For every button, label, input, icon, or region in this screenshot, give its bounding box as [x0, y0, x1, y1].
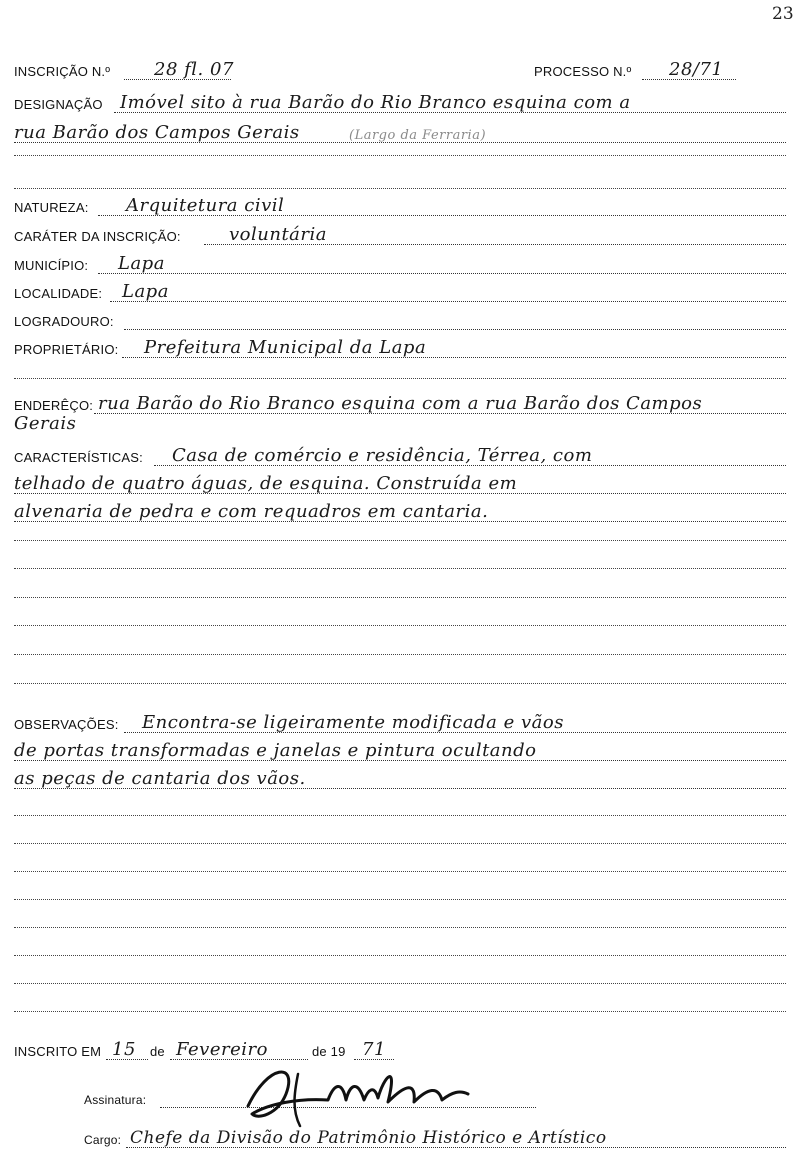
caracteristicas-line2: telhado de quatro águas, de esquina. Construída em [14, 473, 518, 494]
observacoes-label: OBSERVAÇÕES: [14, 717, 119, 732]
inscricao-row [14, 60, 786, 82]
municipio-label: MUNICÍPIO: [14, 258, 89, 273]
proprietario-label: PROPRIETÁRIO: [14, 342, 119, 357]
inscrito-label: INSCRITO EM [14, 1044, 102, 1059]
processo-label: PROCESSO N.º [534, 64, 632, 79]
processo-value: 28/71 [669, 59, 724, 80]
endereco-label: ENDERÊÇO: [14, 398, 94, 413]
observacoes-line3: as peças de cantaria dos vãos. [14, 768, 306, 789]
carater-value: voluntária [229, 224, 328, 245]
inscrito-day: 15 [112, 1039, 136, 1060]
observacoes-row-2 [14, 741, 786, 763]
localidade-row [14, 282, 786, 304]
inscricao-value: 28 fl. 07 [154, 59, 234, 80]
natureza-row [14, 196, 786, 218]
observacoes-line2: de portas transformadas e janelas e pintura ocultando [14, 740, 537, 761]
designacao-line2: rua Barão dos Campos Gerais [14, 122, 300, 143]
localidade-label: LOCALIDADE: [14, 286, 103, 301]
caracteristicas-label: CARACTERÍSTICAS: [14, 450, 143, 465]
inscrito-month: Fevereiro [176, 1039, 268, 1060]
designacao-note: (Largo da Ferraria) [349, 128, 487, 143]
caracteristicas-row-2 [14, 474, 786, 496]
endereco-row [14, 394, 786, 416]
page-number: 23 [772, 4, 794, 24]
caracteristicas-row-3 [14, 502, 786, 524]
caracteristicas-line3: alvenaria de pedra e com requadros em cantaria. [14, 501, 489, 522]
cargo-row [14, 1128, 786, 1150]
observacoes-line1: Encontra-se ligeiramente modificada e vãos [142, 712, 564, 733]
proprietario-row [14, 338, 786, 360]
localidade-value: Lapa [122, 281, 169, 302]
natureza-label: NATUREZA: [14, 200, 89, 215]
natureza-value: Arquitetura civil [126, 195, 285, 216]
designacao-label: DESIGNAÇÃO [14, 97, 103, 112]
endereco-line2: Gerais [14, 413, 77, 434]
logradouro-label: LOGRADOURO: [14, 314, 114, 329]
caracteristicas-row [14, 446, 786, 468]
cargo-value: Chefe da Divisão do Patrimônio Histórico e Artístico [130, 1128, 607, 1148]
designacao-line1: Imóvel sito à rua Barão do Rio Branco esquina com a [120, 92, 631, 113]
carater-label: CARÁTER DA INSCRIÇÃO: [14, 229, 181, 244]
designacao-row-2 [14, 123, 786, 145]
inscricao-label: INSCRIÇÃO N.º [14, 64, 111, 79]
endereco-line1: rua Barão do Rio Branco esquina com a rua Barão dos Campos [98, 393, 703, 414]
municipio-value: Lapa [118, 253, 165, 274]
carater-row [14, 225, 786, 247]
designacao-row [14, 93, 786, 115]
inscrito-de1: de [150, 1044, 165, 1059]
inscrito-year: 71 [362, 1039, 386, 1060]
inscrito-de2: de 19 [312, 1044, 346, 1059]
logradouro-row [14, 310, 786, 332]
observacoes-row [14, 713, 786, 735]
cargo-label: Cargo: [84, 1133, 122, 1147]
endereco-row-2 [14, 414, 786, 436]
observacoes-row-3 [14, 769, 786, 791]
assinatura-label: Assinatura: [84, 1093, 147, 1107]
municipio-row [14, 254, 786, 276]
caracteristicas-line1: Casa de comércio e residência, Térrea, com [172, 445, 593, 466]
signature-image [238, 1054, 478, 1134]
proprietario-value: Prefeitura Municipal da Lapa [144, 337, 427, 358]
